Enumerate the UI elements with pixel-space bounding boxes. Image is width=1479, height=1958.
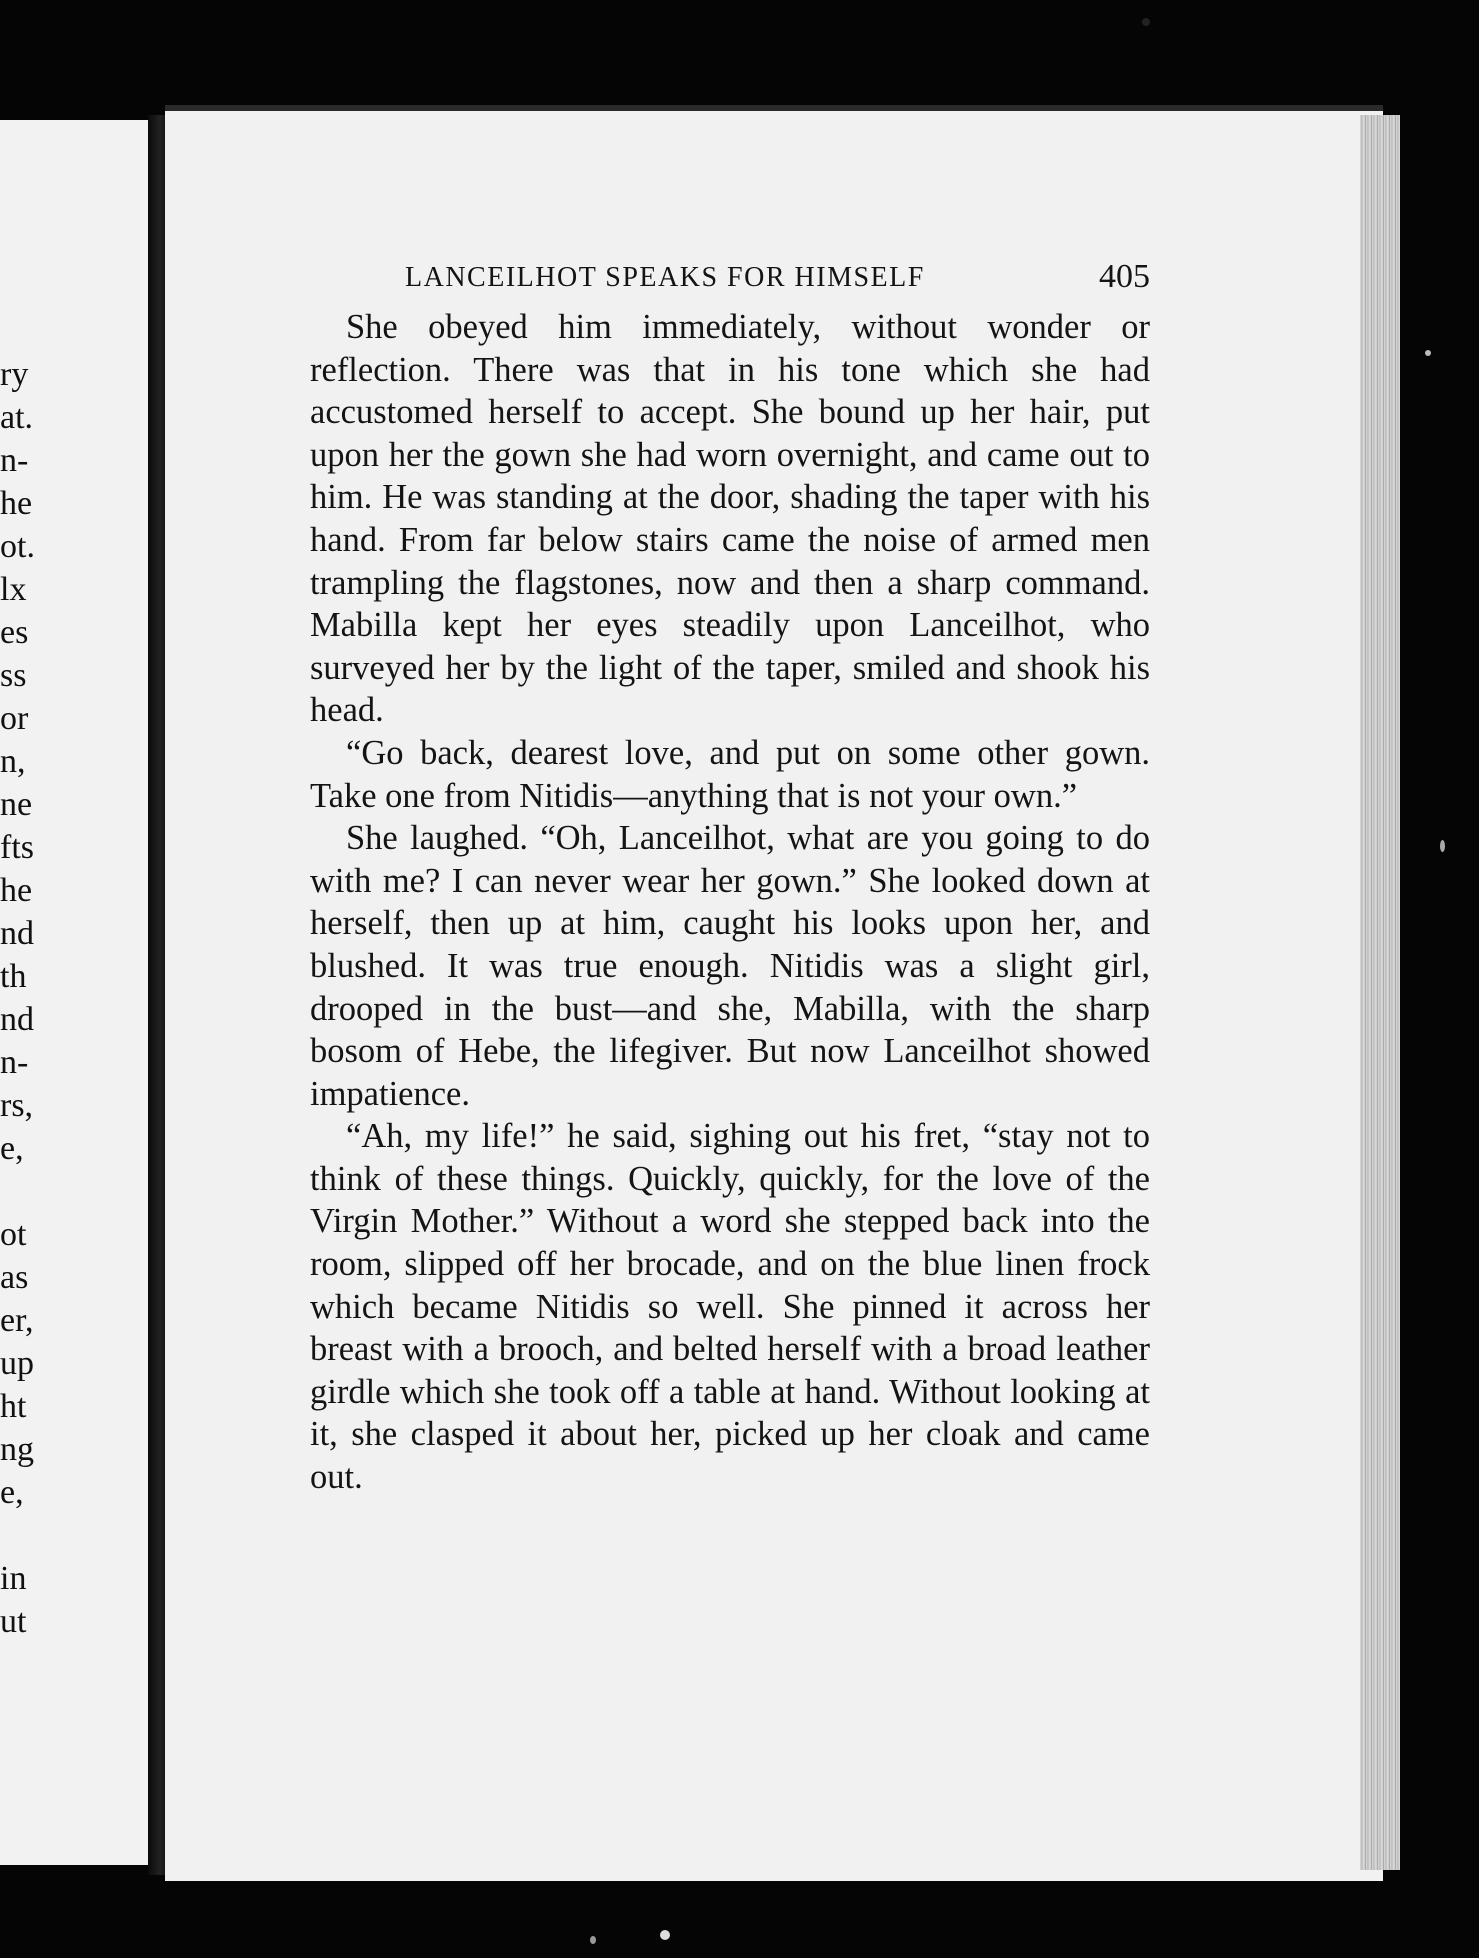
speck [590,1936,596,1944]
facing-page-fragment: es [0,614,29,651]
running-head [310,256,1150,306]
speck [1425,350,1431,356]
facing-page-fragment: in [0,1560,27,1597]
facing-page-text-fragments [0,120,148,1865]
facing-page-fragment: fts [0,829,34,866]
facing-page-fragment: he [0,485,33,522]
facing-page-fragment: ot [0,1216,27,1253]
facing-page-fragment: up [0,1345,34,1382]
facing-page-fragment: rs, [0,1087,34,1124]
facing-page-fragment: ht [0,1388,27,1425]
facing-page-fragment: at. [0,399,34,436]
paragraph: “Go back, dearest love, and put on some other gown. Take one from Nitidis—anything that is not your own.” [310,733,1150,815]
facing-page-fragment: ne [0,786,33,823]
book-page [165,105,1383,1881]
page-number: 405 [1099,258,1150,295]
facing-page-fragment: ut [0,1603,27,1640]
facing-page-fragment: ng [0,1431,34,1468]
facing-page-fragment: n- [0,442,29,479]
speck [660,1930,670,1940]
facing-page-fragment: ot. [0,528,35,565]
facing-page-fragment: er, [0,1302,34,1339]
facing-page-fragment: as [0,1259,29,1296]
facing-page-fragment: or [0,700,29,737]
paragraph: “Ah, my life!” he said, sighing out his fret, “stay not to think of these things. Quickly, quickly, for the love of the Virgin Mother.” Without a word she stepped back into the room, slipped off her brocade, and on the blue linen frock which became Nitidis so well. She pinned it across her breast with a brooch, and belted herself with a broad leather girdle which she took off a table at hand. Without looking at it, she clasped it about her, picked up her cloak and came out. [310,1117,1150,1497]
facing-page [0,120,154,1865]
page-edge [1360,115,1400,1870]
paragraph: She laughed. “Oh, Lanceilhot, what are you going to do with me? I can never wear her gown.” She looked down at herself, then up at him, caught his looks upon her, and blushed. It was true enough. Nitidis was a slight girl, drooped in the bust—and she, Mabilla, with the sharp bosom of Hebe, the lifegiver. But now Lanceilhot showed impatience. [310,819,1150,1113]
page-content [310,256,1150,1499]
facing-page-fragment: e, [0,1474,24,1511]
facing-page-fragment: ry [0,356,29,393]
facing-page-fragment: e, [0,1130,24,1167]
running-title: LANCEILHOT SPEAKS FOR HIMSELF [405,262,925,293]
facing-page-fragment: n- [0,1044,29,1081]
facing-page-fragment: nd [0,915,34,952]
facing-page-fragment: lx [0,571,27,608]
facing-page-fragment: nd [0,1001,34,1038]
paragraph: She obeyed him immediately, without wonder or reflection. There was that in his tone which she had accustomed herself to accept. She bound up her hair, put upon her the gown she had worn overnight, and came out to him. He was standing at the door, shading the taper with his hand. From far below stairs came the noise of armed men trampling the flagstones, now and then a sharp command. Mabilla kept her eyes steadily upon Lanceilhot, who surveyed her by the light of the taper, smiled and shook his head. [310,308,1150,730]
facing-page-fragment: n, [0,743,26,780]
body-text [310,306,1150,1499]
facing-page-fragment: he [0,872,33,909]
speck [1142,18,1150,26]
facing-page-fragment: th [0,958,27,995]
speck [1440,840,1445,852]
facing-page-fragment: ss [0,657,27,694]
